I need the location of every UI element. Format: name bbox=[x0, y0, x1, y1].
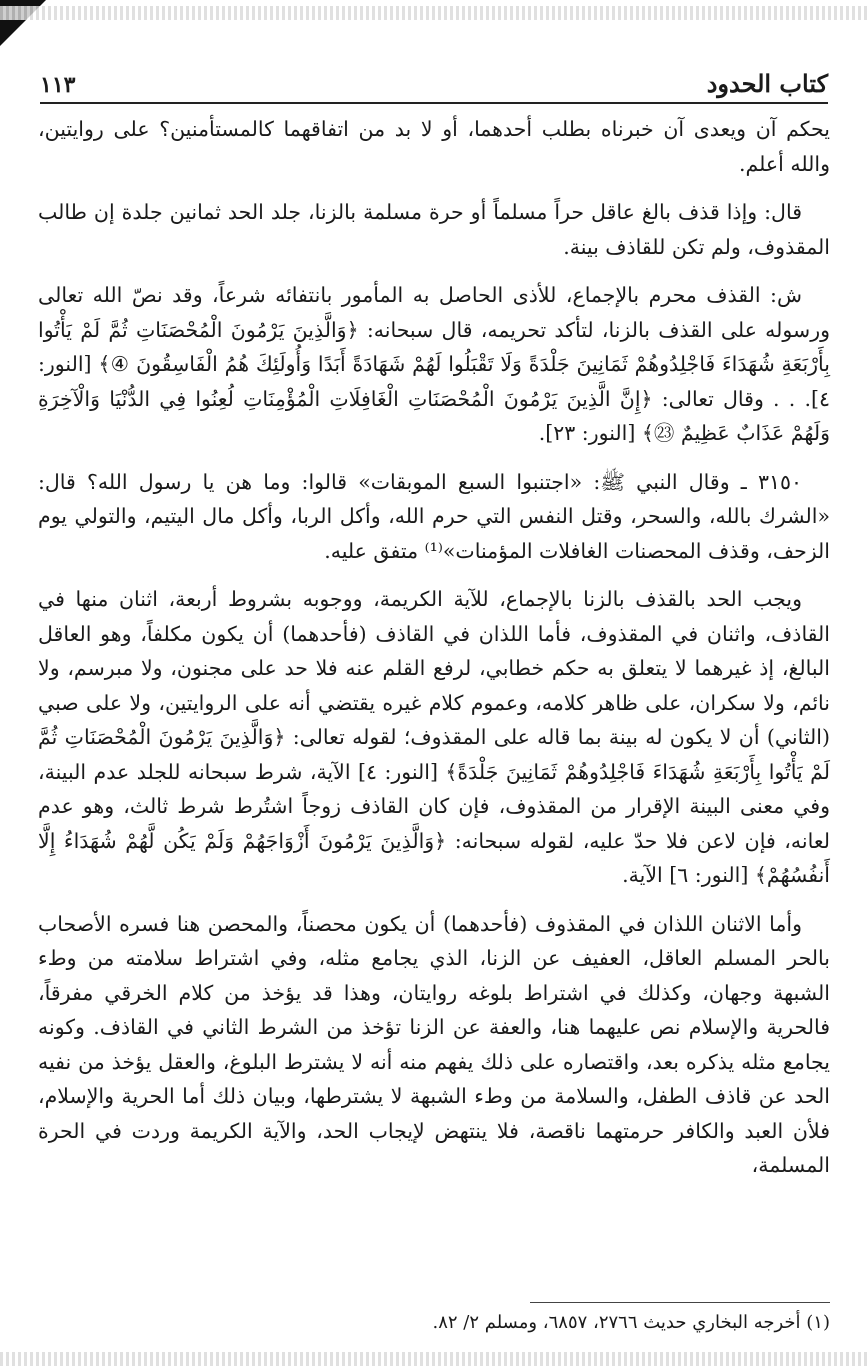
top-decorative-border bbox=[0, 6, 868, 20]
footnote-divider bbox=[530, 1302, 830, 1303]
bottom-decorative-border bbox=[0, 1352, 868, 1366]
paragraph-5: ويجب الحد بالقذف بالزنا بالإجماع، للآية الكريمة، ووجوبه بشروط أربعة، اثنان منها في القاذف، واثنان في المقذوف، فأما اللذان في القاذف (فأحدهما) أن يكون مكلفاً، وهو العاقل البالغ، إذ غيرهما لا يتعلق به حكم خطابي، لرفع القلم عنه فلا حد على مجنون، ولا مبرسم، ولا نائم، ولا سكران، على ظاهر كلامه، وعموم كلام غيره يقتضي أنه على الروايتين، ولا على صبي (الثاني) أن لا يكون له بينة بما قاله على المقذوف؛ لقوله تعالى: ﴿وَالَّذِينَ يَرْمُونَ الْمُحْصَنَاتِ ثُمَّ لَمْ يَأْتُوا بِأَرْبَعَةِ شُهَدَاءَ فَاجْلِدُوهُمْ ثَمَانِينَ جَلْدَةً﴾ [النور: ٤] الآية، شرط سبحانه للجلد عدم البينة، وفي معنى البينة الإقرار من المقذوف، فإن كان القاذف زوجاً اشتُرط شرط ثالث، وهو عدم لعانه، فإن لاعن فلا حدّ عليه، لقوله سبحانه: ﴿وَالَّذِينَ يَرْمُونَ أَزْوَاجَهُمْ وَلَمْ يَكُن لَّهُمْ شُهَدَاءُ إِلَّا أَنفُسُهُمْ﴾ [النور: ٦] الآية. bbox=[38, 587, 830, 887]
paragraph-1: يحكم آن ويعدى آن خبرناه بطلب أحدهما، أو لا بد من اتفاقهما كالمستأمنين؟ على روايتين، والله أعلم. bbox=[38, 117, 830, 176]
footnote: (١) أخرجه البخاري حديث ٢٧٦٦، ٦٨٥٧، ومسلم ٢/ ٨٢. bbox=[432, 1312, 830, 1333]
page-title: كتاب الحدود bbox=[706, 69, 828, 98]
paragraph-6: وأما الاثنان اللذان في المقذوف (فأحدهما) أن يكون محصناً، والمحصن هنا فسره الأصحاب بالحر المسلم العاقل، العفيف عن الزنا، الذي يجامع مثله، وفي اشتراط سلامته من وطء الشبهة وجهان، وكذلك في اشتراط بلوغه روايتان، وهذا قد يؤخذ من كلام الخرقي مفرقاً، فالحرية والإسلام نص عليهما هنا، والعفة عن الزنا تؤخذ من الشرط الثاني في القاذف. وكونه يجامع مثله يذكره بعد، واقتصاره على ذلك يفهم منه أنه لا يشترط البلوغ، والعقل يؤخذ من نفيه الحد عن قاذف الطفل، والسلامة من وطء الشبهة لا يشترطها، وبيان ذلك أما الحرية والإسلام، فلأن العبد والكافر حرمتهما ناقصة، فلا ينتهض لإيجاب الحد، والآية الكريمة وردت في الحرة المسلمة، bbox=[38, 911, 830, 1177]
paragraph-3: ش: القذف محرم بالإجماع، للأذى الحاصل به المأمور بانتفائه شرعاً، وقد نصّ الله تعالى ورسوله على القذف بالزنا، لتأكد تحريمه، قال سبحانه: ﴿وَالَّذِينَ يَرْمُونَ الْمُحْصَنَاتِ ثُمَّ لَمْ يَأْتُوا بِأَرْبَعَةِ شُهَدَاءَ فَاجْلِدُوهُمْ ثَمَانِينَ جَلْدَةً وَلَا تَقْبَلُوا لَهُمْ شَهَادَةً أَبَدًا وَأُولَئِكَ هُمُ الْفَاسِقُونَ ④﴾ [النور: ٤]. . . وقال تعالى: ﴿إِنَّ الَّذِينَ يَرْمُونَ الْمُحْصَنَاتِ الْغَافِلَاتِ الْمُؤْمِنَاتِ لُعِنُوا فِي الدُّنْيَا وَالْآخِرَةِ وَلَهُمْ عَذَابٌ عَظِيمٌ ㉓﴾ [النور: ٢٣]. bbox=[38, 283, 830, 445]
page-body bbox=[38, 112, 830, 1197]
paragraph-2: قال: وإذا قذف بالغ عاقل حراً مسلماً أو حرة مسلمة بالزنا، جلد الحد ثمانين جلدة إن طالب المقذوف، ولم تكن للقاذف بينة. bbox=[38, 200, 830, 259]
paragraph-4-hadith: ٣١٥٠ ـ وقال النبي ﷺ: «اجتنبوا السبع الموبقات» قالوا: وما هن يا رسول الله؟ قال: «الشرك بالله، والسحر، وقتل النفس التي حرم الله، وأكل الربا، وأكل مال اليتيم، والتولي يوم الزحف، وقذف المحصنات الغافلات المؤمنات»⁽¹⁾ متفق عليه. bbox=[38, 469, 830, 563]
page-number: ١١٣ bbox=[40, 72, 76, 98]
page-header bbox=[40, 58, 828, 104]
